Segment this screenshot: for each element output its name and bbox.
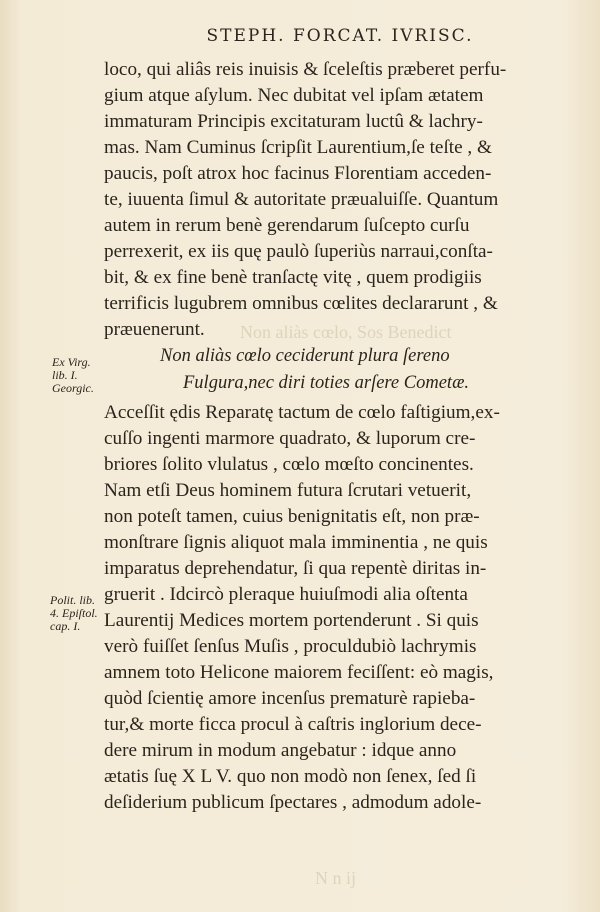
text-line: monſtrare ſignis aliquot mala imminentia , ne quis [104, 532, 488, 553]
text-line: dere mirum in modum angebatur : idque anno [104, 740, 457, 761]
paragraph-2 [104, 400, 572, 816]
margin-note-line: cap. I. [50, 619, 81, 633]
text-line: paucis, poſt atrox hoc facinus Florentiam acceden- [104, 163, 492, 184]
text-line: mas. Nam Cuminus ſcripſit Laurentium,ſe teſte , & [104, 137, 492, 158]
text-line: perrexerit, ex iis quę paulò ſuperiùs narraui,conſta- [104, 241, 493, 262]
text-line: verò fuiſſet ſenſus Muſis , proculdubiò lachrymis [104, 636, 477, 657]
text-line: te, iuuenta ſimul & autoritate præualuiſſe. Quantum [104, 189, 499, 210]
text-line: gium atque aſylum. Nec dubitat vel ipſam ætatem [104, 85, 484, 106]
text-line: gruerit . Idcircò pleraque huiuſmodi alia oſtenta [104, 584, 468, 605]
paragraph-1 [104, 57, 572, 343]
margin-note-line: Ex Virg. [52, 355, 91, 369]
margin-note-virgil [52, 356, 94, 395]
text-line: cuſſo ingenti marmore quadrato, & luporum cre- [104, 428, 476, 449]
margin-note-line: lib. I. [52, 368, 78, 382]
margin-note-line: Georgic. [52, 381, 94, 395]
verse-line-2: Fulgura,nec diri toties arſere Cometæ. [183, 373, 470, 393]
text-line: Acceſſit ędis Reparatę tactum de cœlo faſtigium,ex- [104, 402, 500, 423]
text-line: Nam etſi Deus hominem futura ſcrutari vetuerit, [104, 480, 472, 501]
verse-line-1: Non aliàs cœlo ceciderunt plura ſereno [160, 346, 450, 366]
text-line: loco, qui aliâs reis inuisis & ſceleſtis præberet perfu- [104, 59, 507, 80]
text-line: non poteſt tamen, cuius benignitatis eſt, non præ- [104, 506, 480, 527]
margin-note-line: 4. Epiſtol. [50, 606, 98, 620]
show-through-signature: N n ij [315, 868, 357, 888]
text-line: ætatis ſuę X L V. quo non modò non ſenex, ſed ſi [104, 766, 477, 787]
text-line: imparatus deprehendatur, ſi qua repentè diritas in- [104, 558, 487, 579]
text-line: immaturam Principis excitaturam luctû & lachry- [104, 111, 483, 132]
text-line: deſiderium publicum ſpectares , admodum adole- [104, 792, 482, 813]
text-line: quòd ſcientię amore incenſus prematurè rapieba- [104, 688, 476, 709]
margin-note-politian [50, 594, 98, 633]
show-through-text: Non aliàs cœlo, Sos Benedict [240, 322, 452, 342]
text-line: tur,& morte ficca procul à caſtris inglorium dece- [104, 714, 482, 735]
text-line: briores ſolito vlulatus , cœlo mœſto concinentes. [104, 454, 474, 475]
text-line: amnem toto Helicone maiorem feciſſent: eò magis, [104, 662, 494, 683]
text-line: præuenerunt. [104, 319, 205, 340]
text-line: Laurentij Medices mortem portenderunt . Si quis [104, 610, 479, 631]
text-line: terrificis lugubrem omnibus cœlites declararunt , & [104, 293, 498, 314]
running-head: STEPH. FORCAT. IVRISC. [206, 26, 474, 46]
margin-note-line: Polit. lib. [50, 593, 95, 607]
text-line: bit, & ex fine benè tranſactę vitę , quem prodigiis [104, 267, 482, 288]
text-line: autem in rerum benè gerendarum ſuſcepto curſu [104, 215, 470, 236]
